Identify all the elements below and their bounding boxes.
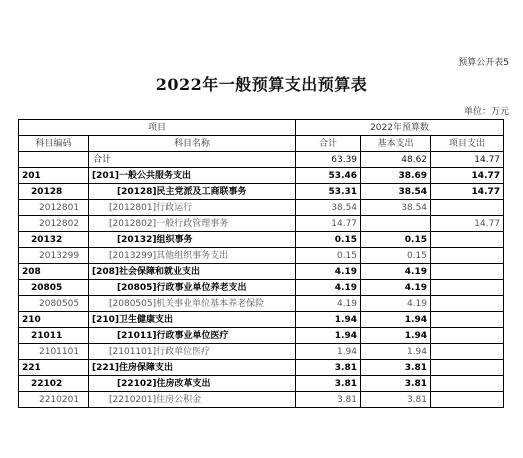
table-body [19, 152, 504, 408]
row-project [431, 344, 504, 360]
row-name: [2012801]行政运行 [89, 200, 296, 216]
table-row [19, 344, 504, 360]
table-row [19, 296, 504, 312]
row-total: 1.94 [296, 328, 361, 344]
row-project [431, 280, 504, 296]
row-name: [208]社会保障和就业支出 [89, 264, 296, 280]
table-row [19, 152, 504, 168]
table-row [19, 392, 504, 408]
header-project: 项目支出 [431, 136, 504, 152]
row-name: [2101101]行政单位医疗 [89, 344, 296, 360]
row-project [431, 264, 504, 280]
row-name: [22102]住房改革支出 [89, 376, 296, 392]
table-row [19, 184, 504, 200]
row-project: 14.77 [431, 216, 504, 232]
row-total: 38.54 [296, 200, 361, 216]
row-project [431, 312, 504, 328]
row-code: 208 [19, 264, 89, 280]
row-basic: 1.94 [361, 312, 431, 328]
row-basic: 3.81 [361, 360, 431, 376]
row-total: 53.31 [296, 184, 361, 200]
row-project [431, 376, 504, 392]
header-code: 科目编码 [19, 136, 89, 152]
row-basic: 1.94 [361, 328, 431, 344]
table-row [19, 264, 504, 280]
row-total: 3.81 [296, 360, 361, 376]
row-code: 20805 [19, 280, 89, 296]
header-name: 科目名称 [89, 136, 296, 152]
row-total: 53.46 [296, 168, 361, 184]
page-title: 2022年一般预算支出预算表 [155, 75, 368, 94]
row-basic: 38.69 [361, 168, 431, 184]
row-basic: 3.81 [361, 376, 431, 392]
row-name: [2080505]机关事业单位基本养老保险 [89, 296, 296, 312]
table-row [19, 360, 504, 376]
row-project [431, 248, 504, 264]
row-total: 14.77 [296, 216, 361, 232]
row-project [431, 328, 504, 344]
row-code: 2080505 [19, 296, 89, 312]
row-basic: 3.81 [361, 392, 431, 408]
table-row [19, 312, 504, 328]
table-row [19, 200, 504, 216]
document-number: 预算公开表5 [458, 58, 509, 68]
header-total: 合计 [296, 136, 361, 152]
row-code: 201 [19, 168, 89, 184]
row-name: [2013299]其他组织事务支出 [89, 248, 296, 264]
row-project [431, 232, 504, 248]
row-basic: 0.15 [361, 248, 431, 264]
budget-table [18, 119, 504, 408]
row-code: 221 [19, 360, 89, 376]
row-name: 合计 [89, 152, 296, 168]
header-item: 项目 [19, 120, 296, 136]
row-name: [221]住房保障支出 [89, 360, 296, 376]
row-code: 210 [19, 312, 89, 328]
row-project [431, 360, 504, 376]
table-row [19, 376, 504, 392]
header-basic: 基本支出 [361, 136, 431, 152]
row-project: 14.77 [431, 152, 504, 168]
table-row [19, 328, 504, 344]
row-total: 4.19 [296, 296, 361, 312]
row-basic: 38.54 [361, 200, 431, 216]
row-basic: 0.15 [361, 232, 431, 248]
row-name: [21011]行政事业单位医疗 [89, 328, 296, 344]
row-name: [2210201]住房公积金 [89, 392, 296, 408]
row-basic: 4.19 [361, 296, 431, 312]
row-basic: 48.62 [361, 152, 431, 168]
row-basic: 4.19 [361, 280, 431, 296]
row-basic: 4.19 [361, 264, 431, 280]
row-code: 2210201 [19, 392, 89, 408]
row-name: [20132]组织事务 [89, 232, 296, 248]
row-code: 2012802 [19, 216, 89, 232]
row-code: 20132 [19, 232, 89, 248]
row-total: 63.39 [296, 152, 361, 168]
header-budget: 2022年预算数 [296, 120, 504, 136]
unit-label: 单位：万元 [463, 107, 509, 117]
row-basic: 1.94 [361, 344, 431, 360]
row-basic [361, 216, 431, 232]
row-total: 0.15 [296, 248, 361, 264]
row-total: 1.94 [296, 344, 361, 360]
row-total: 0.15 [296, 232, 361, 248]
row-code: 2101101 [19, 344, 89, 360]
row-total: 3.81 [296, 376, 361, 392]
row-project [431, 392, 504, 408]
row-project [431, 200, 504, 216]
row-name: [201]一般公共服务支出 [89, 168, 296, 184]
row-total: 3.81 [296, 392, 361, 408]
table-header [19, 120, 504, 152]
row-code: 20128 [19, 184, 89, 200]
row-project: 14.77 [431, 168, 504, 184]
row-name: [2012802]一般行政管理事务 [89, 216, 296, 232]
row-code: 21011 [19, 328, 89, 344]
row-total: 4.19 [296, 264, 361, 280]
table-row [19, 280, 504, 296]
row-code: 22102 [19, 376, 89, 392]
row-basic: 38.54 [361, 184, 431, 200]
row-total: 1.94 [296, 312, 361, 328]
row-total: 4.19 [296, 280, 361, 296]
table-row [19, 168, 504, 184]
row-project [431, 296, 504, 312]
row-code: 2012801 [19, 200, 89, 216]
row-project: 14.77 [431, 184, 504, 200]
row-name: [20805]行政事业单位养老支出 [89, 280, 296, 296]
row-name: [20128]民主党派及工商联事务 [89, 184, 296, 200]
table-row [19, 216, 504, 232]
table-row [19, 232, 504, 248]
row-code [19, 152, 89, 168]
row-name: [210]卫生健康支出 [89, 312, 296, 328]
table-row [19, 248, 504, 264]
row-code: 2013299 [19, 248, 89, 264]
